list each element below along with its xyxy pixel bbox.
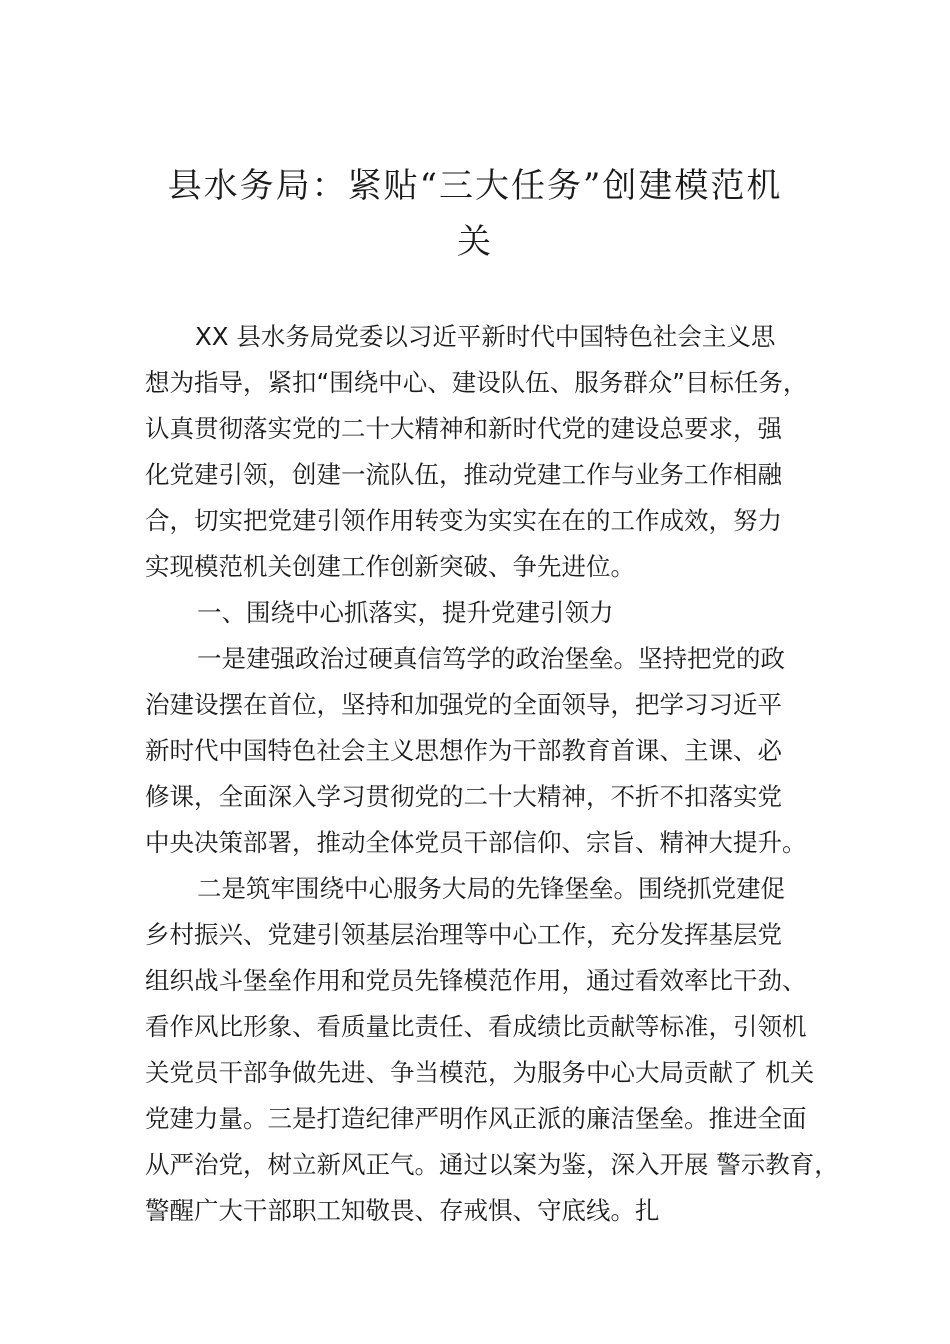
paragraph-two — [145, 866, 845, 1234]
document-title — [140, 158, 810, 270]
text-line: 二是筑牢围绕中心服务大局的先锋堡垒。围绕抓党建促 — [197, 874, 785, 903]
text-line: 想为指导，紧扣“围绕中心、建设队伍、服务群众”目标任务， — [145, 368, 808, 397]
text-line: 警醒广大干部职工知敬畏、存戒惧、守底线。扎 — [145, 1196, 660, 1225]
text-line: 乡村振兴、党建引领基层治理等中心工作，充分发挥基层党 — [145, 920, 782, 949]
text-line: 一是建强政治过硬真信笃学的政治堡垒。坚持把党的政 — [197, 644, 785, 673]
text-line: 组织战斗堡垒作用和党员先锋模范作用，通过看效率比干劲、 — [145, 966, 807, 995]
text-line: 关党员干部争做先进、争当模范，为服务中心大局贡献了 机关 — [145, 1058, 815, 1087]
text-line: 从严治党，树立新风正气。通过以案为鉴，深入开展 警示教育， — [145, 1150, 839, 1179]
title-line-2: 关 — [457, 222, 493, 262]
text-line: 看作风比形象、看质量比责任、看成绩比贡献等标准，引领机 — [145, 1012, 807, 1041]
title-line-1: 县水务局：紧贴“三大任务”创建模范机 — [167, 166, 783, 206]
text-line: 合，切实把党建引领作用转变为实实在在的工作成效，努力 — [145, 506, 782, 535]
text-line: 修课，全面深入学习贯彻党的二十大精神，不折不扣落实党 — [145, 782, 782, 811]
section-heading: 一、围绕中心抓落实，提升党建引领力 — [197, 598, 614, 627]
intro-paragraph — [145, 314, 845, 590]
text-line: XX 县水务局党委以习近平新时代中国特色社会主义思 — [195, 322, 776, 351]
text-line: 认真贯彻落实党的二十大精神和新时代党的建设总要求，强 — [145, 414, 782, 443]
text-line: 治建设摆在首位，坚持和加强党的全面领导，把学习习近平 — [145, 690, 782, 719]
document-body — [145, 314, 845, 1234]
text-line: 化党建引领，创建一流队伍，推动党建工作与业务工作相融 — [145, 460, 782, 489]
text-line: 新时代中国特色社会主义思想作为干部教育首课、主课、必 — [145, 736, 782, 765]
text-line: 实现模范机关创建工作创新突破、争先进位。 — [145, 552, 635, 581]
paragraph-one — [145, 636, 845, 866]
text-line: 党建力量。三是打造纪律严明作风正派的廉洁堡垒。推进全面 — [145, 1104, 807, 1133]
text-line: 中央决策部署，推动全体党员干部信仰、宗旨、精神大提升。 — [145, 828, 807, 857]
